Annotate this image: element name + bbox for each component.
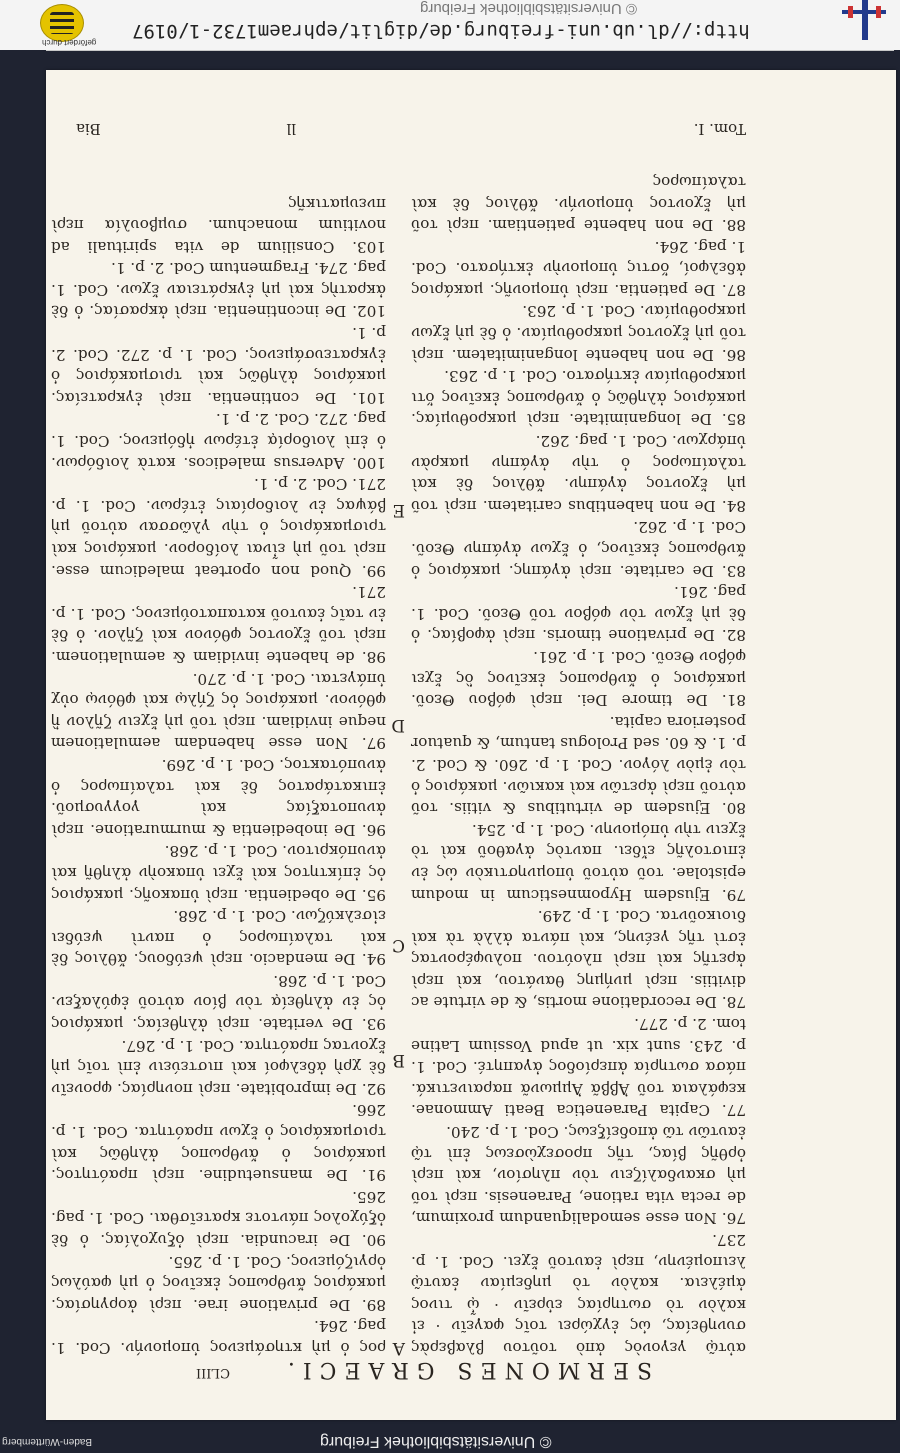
- entry-paragraph: 86. De non habente longanimitatem. περὶ τοῦ μὴ ἔχοντος μακροθυμίαν. ὁ δὲ μὴ ἔχων μακροθυμίαν. Cod. 1. p. 263.: [411, 302, 746, 364]
- entry-paragraph: 77. Capita Paraenetica Beati Ammonae. κεφάλαια τοῦ Ἀββᾶ Ἀμμωνᾶ παραινετικά. πάσα σωτηρία ἀπερίοδος ἀγαπητέ. Cod. 1. p. 243. sunt xix. ut apud Vossium Latine tom. 2. p. 277.: [411, 1015, 746, 1120]
- entry-paragraph: 87. De patientia. περὶ ὑπομονῆς. μακάριος ἀδελφοί, ὅστις ὑπομονὴν ἐκτήσατο. Cod. 1. pag. 264.: [411, 237, 746, 299]
- watermark-bottom: © Universitätsbibliothek Freiburg: [320, 1433, 552, 1450]
- catchword: Bia: [76, 120, 101, 138]
- right-column: [51, 192, 386, 1358]
- entry-paragraph: 80. Ejusdem de virtutibus & vitiis. τοῦ αὐτοῦ περὶ ἀρετῶν καὶ κακιῶν. μακάριος ὁ τὸν ἐμὸν λόγον. Cod. 1. p. 260. & Cod. 2. p. 1. & 60. sed Prologus tantum, & quatuor posteriora capita.: [411, 712, 746, 818]
- signature-volume: Tom. I.: [693, 120, 746, 138]
- eu-flag-icon: [840, 0, 886, 42]
- folio-number: CLIII: [196, 1365, 230, 1380]
- entry-paragraph: 81. De timore Dei. περὶ φόβου Θεοῦ. μακάριος ὁ ἄνθρωπος ἐκεῖνος ὃς ἔχει φόβον Θεοῦ. Cod. 1. p. 261.: [411, 648, 746, 710]
- seal-caption: gefördert durch: [42, 38, 97, 47]
- entry-paragraph: 103. Consilium de vita spirituali ad novitium monachum. συμβουλία περὶ πνευματικῆς: [51, 194, 386, 256]
- entry-paragraph: 79. Ejusdem Hypomnesticum in modum epistolae. τοῦ αὐτοῦ ὑπομνηστικὸν ὡς ἐν ἐπιστολῆς εἴδει. παντὸς ἀγαθοῦ καὶ τὸ ἔχειν τὴν ὑπόμονην. Cod. 1. p. 254.: [411, 820, 746, 904]
- entry-paragraph: 92. De improbitate. περὶ πονηρίας. φρονεῖν δὲ χρὴ ἀδελφοί καὶ πιστεύειν ἐπὶ τοῖς μὴ ἔχοντας πραότητα. Cod. 1. p. 267.: [51, 1036, 386, 1098]
- running-head: SERMONES GRAECI.: [279, 1357, 653, 1382]
- entry-paragraph: 99. Quod non oporteat maledicum esse. περὶ τοῦ μὴ εἶναι λοίδορον. μακάριος καὶ τρισμακάριος ὁ τὴν γλῶσσαν αὐτοῦ μὴ βάψας ἐν λοιδορίαις ἑτέρων. Cod. 1. p. 271. Cod. 2. p. 1.: [51, 475, 386, 580]
- region-label: Baden-Württemberg: [2, 1436, 93, 1447]
- margin-letter: C: [391, 935, 405, 955]
- page-content-rotated: [46, 70, 896, 1420]
- entry-paragraph: 90. De iracundia. περὶ ὀξυχολίας. ὁ δὲ ὀξύχολος πάντοτε κρατεῖσθαι. Cod. 1. pag. 265.: [51, 1187, 386, 1250]
- entry-paragraph: 88. De non habente patientiam. περὶ τοῦ μὴ ἔχοντος ὑπομονήν. ἄθλιος δὲ καὶ ταλαίπωρος: [411, 172, 746, 235]
- entry-paragraph: 76. Non esse semodaliquandum proximum, de recta vita ratione, Paraenesis. περὶ τοῦ μὴ σκανδαλίζειν τὸν πλησίον, καὶ περὶ ὀρθῆς βίας, τῆς προσεχὼσεως ἐπὶ τῷ ἐαυτῶν τῶ ἀποδείξεως. Cod. 1. p. 240.: [411, 1123, 746, 1228]
- entry-paragraph: 93. De veritate. περὶ ἀληθείας. μακάριος ὁς ἐν ἀληθείᾳ τὸν βίον αὐτοῦ ἐφύλαξεν. Cod. 1. p. 268.: [51, 971, 386, 1034]
- entry-paragraph: ρος ὁ μὴ κτησάμενος ὑπομονήν. Cod. 1. pag. 264.: [51, 1317, 386, 1357]
- entry-paragraph: 96. De inobedientia & murmuratione. περὶ ἀνυποταξίας καὶ γογγυσμοῦ. ἐπικατάρατος δὲ καὶ ταλαίπωρος ὁ ἀνυπότακτος. Cod. 1. p. 269.: [51, 755, 386, 839]
- entry-paragraph: 94. De mendacio. περὶ ψεύδους. ἄθλιος δὲ καὶ ταλαίπωρος ὁ παντὶ ψεύδει εἰσελκύζων. Cod. 1. p. 268.: [51, 907, 386, 969]
- entry-paragraph: 100. Adversus maledicos. κατὰ λοιδόρων. ὁ ἐπὶ λοιδορίᾳ ἑτέρων ἡδόμενος. Cod. 1. pag. 272. Cod. 2. p. 1.: [51, 410, 386, 472]
- margin-letter: D: [391, 715, 405, 735]
- margin-letter: A: [392, 1338, 405, 1358]
- entry-paragraph: 101. De continentia. περὶ ἐγκρατείας. μακάριος ἀληθῶς καὶ τρισμακάριος ὁ ἐγκρατευσάμενος. Cod. 1. p. 272. Cod. 2. p. 1.: [51, 324, 386, 407]
- scan-border-left: [0, 50, 46, 1453]
- entry-paragraph: 82. De privatione timoris. περὶ ἀφοβίας. ὁ δὲ μὴ ἔχων τὸν φόβον τοῦ Θεοῦ. Cod. 1. pag. 261.: [411, 583, 746, 645]
- entry-paragraph: 85. De longanimitate. περὶ μακροθυμίας. μακάριος ἀληθῶς ὁ ἄνθρωπος ἐκεῖνος ὅτι μακροθυμίαν ἐκτήσατο. Cod. 1. p. 263.: [411, 367, 746, 429]
- entry-paragraph: 91. De mansuetudine. περὶ πραότητος. μακάριος ὁ ἄνθρωπος ἀληθῶς καὶ τρισμακάριος ὁ ἔχων πραότητα. Cod. 1. p. 266.: [51, 1101, 386, 1185]
- watermark-top: © Universitätsbibliothek Freiburg: [420, 0, 637, 17]
- entry-paragraph: 97. Non esse habendam aemulationem neque invidiam. περὶ τοῦ μὴ ἔχειν ζῆλον ἢ φθόνον. μακάριος ὁς ζήλῳ καὶ φθόνῳ οὐχ ὑπάγεται. Cod. 1. p. 270.: [51, 669, 386, 753]
- entry-paragraph: 95. De obedientia. περὶ ὑπακοῆς. μακάριος ὁς ἐπίκτητος καὶ ἔχει ὑπακοὴν ἀληθῆ καὶ ἀνυπόκριτον. Cod. 1. p. 268.: [51, 842, 386, 904]
- state-coat-of-arms-icon: [40, 4, 84, 42]
- viewer-header: [0, 0, 900, 51]
- entry-paragraph: 78. De recordatione mortis, & de virtute ac divitiis. περὶ μνήμης θανάτου, καὶ περὶ ἀρετῆς καὶ περὶ πλούτου. πολυφέροντας ἐστὶ τῆς γεένης, καὶ πάντα ἀλλὰ τὰ καὶ διοικοῦντα. Cod. 1. p. 249.: [411, 907, 746, 1012]
- signature-mark: ll: [286, 120, 296, 138]
- entry-paragraph: 83. De caritate. περὶ ἀγάπης. μακάριος ὁ ἄνθρωπος ἐκεῖνος, ὁ ἔχων ἀγάπην Θεοῦ. Cod. 1. p. 262.: [411, 518, 746, 580]
- entry-paragraph: 89. De privatione irae. περὶ ἀοργησίας. μακάριος ἄνθρωπος ἐκεῖνος ὁ μὴ φαύλως ὀργιζόμενος. Cod. 1. p. 265.: [51, 1252, 386, 1314]
- entry-paragraph: 98. de habente invidiam & aemulationem. περὶ τοῦ ἔχοντος φθόνον καὶ ζῆλον. ὁ δὲ ἐν ταῖς ἑαυτοῦ καταπατούμενος. Cod. 1. p. 271.: [51, 583, 386, 666]
- margin-letter: E: [392, 500, 405, 520]
- scanned-page: [46, 70, 896, 1420]
- entry-paragraph: 84. De non habentibus caritatem. περὶ τοῦ μὴ ἔχοντος ἀγάπην. ἄθλιος δὲ καὶ ταλαίπωρος ὁ τὴν ἀγάπην μακρὰν ὑπάρχων. Cod. 1. pag. 262.: [411, 432, 746, 515]
- margin-letter: B: [392, 1050, 405, 1070]
- permalink-url[interactable]: http://dl.ub.uni-freiburg.de/diglit/ephraem1732-1/0197: [132, 20, 750, 42]
- left-column: [411, 170, 746, 1358]
- entry-paragraph: 102. De incontinentia. περὶ ἀκρασίας. ὁ δὲ ἀκρατὴς καὶ μὴ ἐγκράτειαν ἔχων. Cod. 1. pag. 274. Fragmentum Cod. 2. p. 1.: [51, 259, 386, 321]
- entry-paragraph: αὐτῷ γεγονὸς ἀπὸ τοῦτου βλαβερὰς συνηθείας, ὡς ἐγχώρει τοῖς φαγεῖν · εἰ καλὸν τὸ σωτηρίας εὑρεῖν · ᾧ τινος ἀμέλεια. καλὸν τὸ μηδεμίαν ἑαυτῷ λειπομένην, περὶ ἑαυτοῦ ἔχει. Cod. 1. p. 237.: [411, 1231, 746, 1357]
